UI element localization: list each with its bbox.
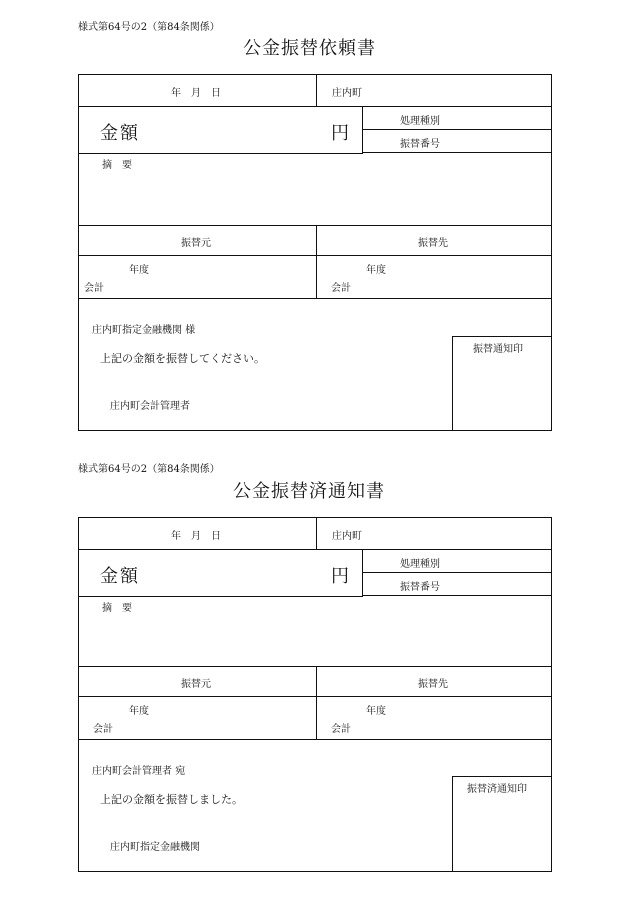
transfer-number-label: 振替番号 — [400, 582, 440, 593]
form-number: 様式第64号の2（第84条関係） — [78, 22, 220, 33]
divider — [363, 572, 551, 573]
divider — [316, 225, 317, 298]
divider — [316, 518, 317, 549]
date-label: 年 月 日 — [171, 88, 221, 99]
divider — [79, 298, 551, 299]
from-fiscal-year: 年度 — [129, 265, 149, 276]
form-number: 様式第64号の2（第84条関係） — [78, 464, 220, 475]
amount-box — [79, 549, 363, 597]
yen-label: 円 — [331, 123, 351, 144]
addressee: 庄内町指定金融機関 様 — [92, 325, 196, 336]
form-table — [78, 517, 552, 872]
process-type-label: 処理種別 — [400, 559, 440, 570]
divider — [316, 75, 317, 106]
transfer-from-header: 振替元 — [181, 679, 211, 690]
divider — [363, 595, 551, 596]
summary-label: 摘 要 — [102, 160, 132, 171]
signer: 庄内町指定金融機関 — [110, 842, 200, 853]
yen-label: 円 — [331, 566, 351, 587]
message: 上記の金額を振替してください。 — [100, 352, 265, 365]
process-type-label: 処理種別 — [400, 116, 440, 127]
date-label: 年 月 日 — [171, 531, 221, 542]
stamp-label: 振替通知印 — [473, 344, 523, 355]
to-fiscal-year: 年度 — [366, 706, 386, 717]
divider — [79, 255, 551, 256]
stamp-box — [452, 776, 551, 871]
transfer-to-header: 振替先 — [418, 679, 448, 690]
amount-label: 金額 — [100, 566, 140, 587]
amount-label: 金額 — [100, 123, 140, 144]
form-title: 公金振替依頼書 — [243, 38, 376, 59]
divider — [363, 152, 551, 153]
stamp-label: 振替済通知印 — [467, 784, 527, 795]
from-account: 会計 — [84, 283, 104, 294]
amount-box — [79, 106, 363, 154]
divider — [79, 666, 551, 667]
from-account: 会計 — [93, 724, 113, 735]
transfer-number-label: 振替番号 — [400, 139, 440, 150]
divider — [363, 129, 551, 130]
form-title: 公金振替済通知書 — [233, 481, 385, 502]
signer: 庄内町会計管理者 — [110, 401, 190, 412]
to-account: 会計 — [331, 724, 351, 735]
town-name: 庄内町 — [332, 531, 362, 542]
divider — [79, 739, 551, 740]
transfer-to-header: 振替先 — [418, 238, 448, 249]
town-name: 庄内町 — [332, 88, 362, 99]
divider — [79, 225, 551, 226]
to-fiscal-year: 年度 — [366, 265, 386, 276]
summary-label: 摘 要 — [102, 603, 132, 614]
addressee: 庄内町会計管理者 宛 — [92, 766, 186, 777]
to-account: 会計 — [331, 283, 351, 294]
from-fiscal-year: 年度 — [129, 706, 149, 717]
divider — [79, 696, 551, 697]
transfer-from-header: 振替元 — [181, 238, 211, 249]
divider — [316, 666, 317, 739]
form-table — [78, 74, 552, 431]
message: 上記の金額を振替しました。 — [100, 793, 243, 806]
stamp-box — [452, 336, 551, 430]
